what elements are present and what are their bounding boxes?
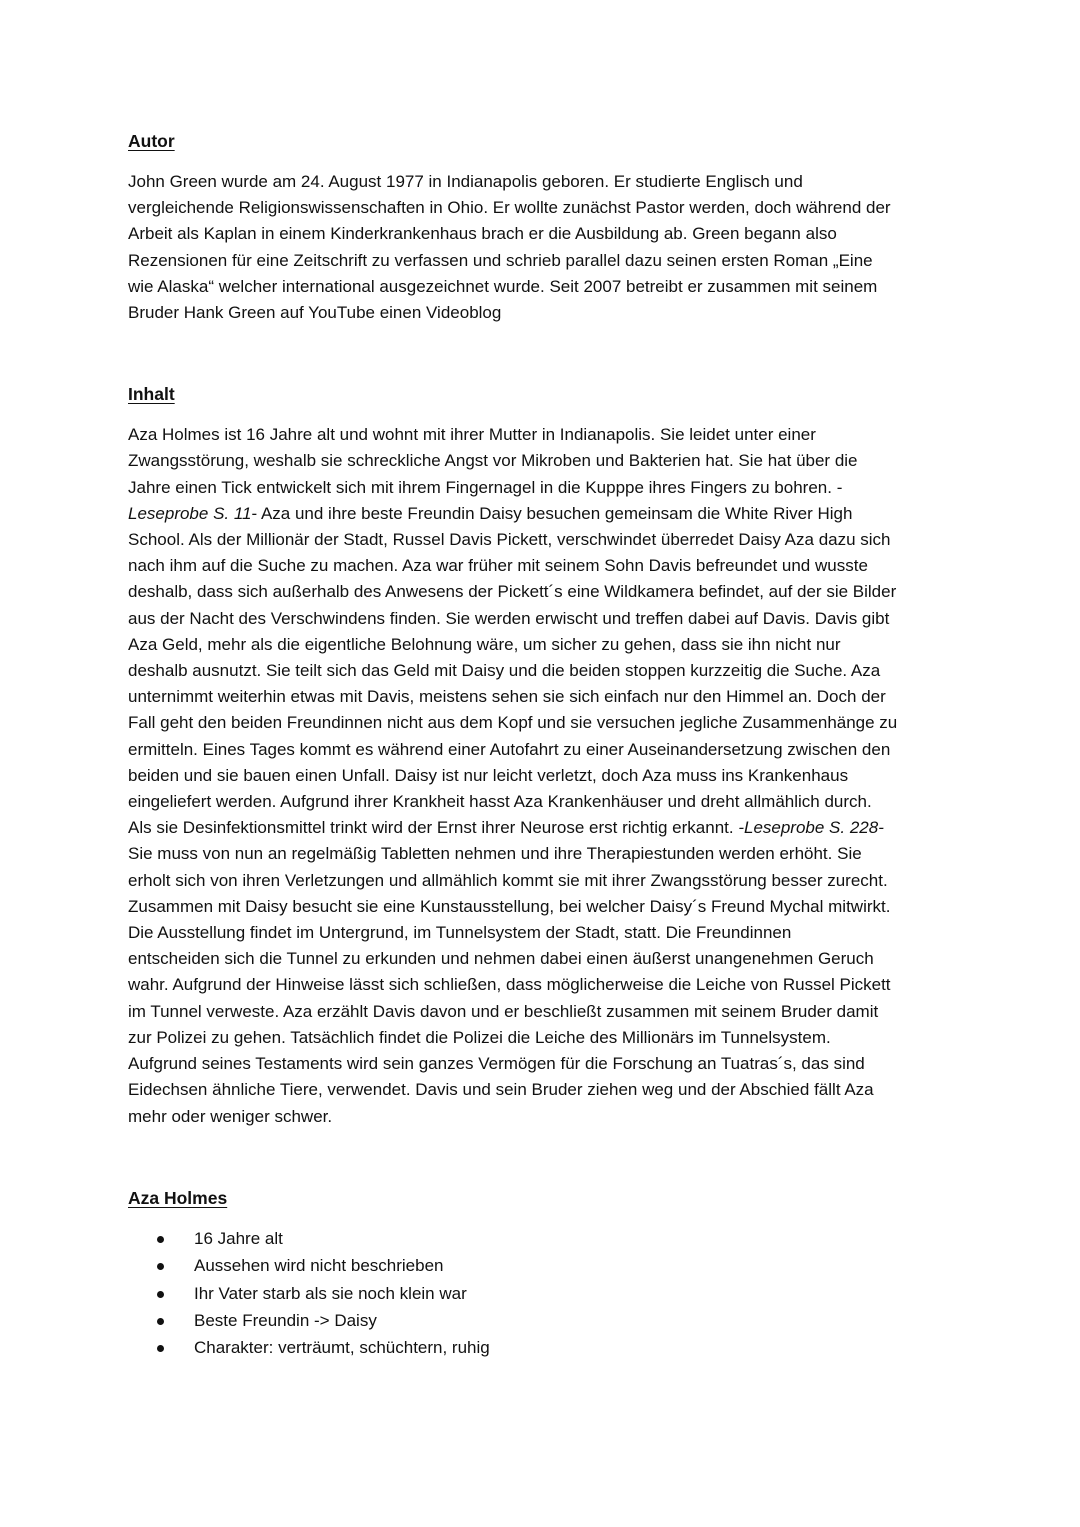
bullet-icon	[157, 1318, 164, 1325]
list-item	[128, 1280, 958, 1307]
text-line: Zusammen mit Daisy besucht sie eine Kunstausstellung, bei welcher Daisy´s Freund Mychal mitwirkt.	[128, 896, 891, 916]
list-item	[128, 1225, 958, 1252]
text-line: wie Alaska“ welcher international ausgezeichnet wurde. Seit 2007 betreibt er zusammen mit seinem	[128, 276, 878, 296]
text-line: Arbeit als Kaplan in einem Kinderkrankenhaus brach er die Ausbildung ab. Green begann also	[128, 224, 837, 244]
bullet-icon	[157, 1291, 164, 1298]
autor-paragraph	[128, 169, 958, 326]
list-item-text: Beste Freundin -> Daisy	[194, 1310, 377, 1330]
text-line: Aza Geld, mehr als die eigentliche Belohnung wäre, um sicher zu gehen, dass sie ihn nicht nur	[128, 634, 841, 654]
text-line: Rezensionen für eine Zeitschrift zu verfassen und schrieb parallel dazu seinen ersten Roman „Eine	[128, 250, 873, 270]
text-line	[128, 501, 958, 527]
list-item	[128, 1334, 958, 1361]
text-line: Zwangsstörung, weshalb sie schreckliche Angst vor Mikroben und Bakterien hat. Sie hat über die	[128, 451, 858, 471]
section-autor	[128, 128, 958, 326]
list-item-text: Charakter: verträumt, schüchtern, ruhig	[194, 1338, 490, 1358]
section-inhalt	[128, 381, 958, 1129]
text-line: vergleichende Religionswissenschaften in Ohio. Er wollte zunächst Pastor werden, doch während der	[128, 198, 891, 218]
text-line: beiden und sie bauen einen Unfall. Daisy ist nur leicht verletzt, doch Aza muss ins Krankenhaus	[128, 765, 849, 785]
text-line: mehr oder weniger schwer.	[128, 1106, 333, 1126]
list-item-text: 16 Jahre alt	[194, 1228, 283, 1248]
heading-inhalt: Inhalt	[128, 384, 175, 405]
list-item-text: Ihr Vater starb als sie noch klein war	[194, 1283, 467, 1303]
text-line: nach ihm auf die Suche zu machen. Aza war früher mit seinem Sohn Davis befreundet und wusste	[128, 556, 868, 576]
text-line: im Tunnel verweste. Aza erzählt Davis davon und er beschließt zusammen mit seinem Bruder damit	[128, 1001, 879, 1021]
text-fragment: - Aza und ihre beste Freundin Daisy besuchen gemeinsam die White River High	[251, 503, 853, 523]
text-line: School. Als der Millionär der Stadt, Russel Davis Pickett, verschwindet überredet Daisy Aza dazu sich	[128, 530, 891, 550]
list-item	[128, 1252, 958, 1279]
text-line: Fall geht den beiden Freundinnen nicht aus dem Kopf und sie versuchen jegliche Zusammenhänge zu	[128, 713, 898, 733]
text-line: John Green wurde am 24. August 1977 in Indianapolis geboren. Er studierte Englisch und	[128, 172, 803, 191]
bullet-icon	[157, 1263, 164, 1270]
text-line: ermitteln. Eines Tages kommt es während einer Autofahrt zu einer Auseinandersetzung zwischen den	[128, 739, 891, 759]
text-line: aus der Nacht des Verschwindens finden. Sie werden erwischt und treffen dabei auf Davis. Davis gibt	[128, 608, 890, 628]
leseprobe-reference: Leseprobe S. 11	[128, 503, 252, 523]
text-line: wahr. Aufgrund der Hinweise lässt sich schließen, dass möglicherweise die Leiche von Russel Pickett	[128, 975, 891, 995]
text-line: Sie muss von nun an regelmäßig Tabletten nehmen und ihre Therapiestunden werden erhöht. Sie	[128, 844, 862, 864]
text-line: deshalb, dass sich außerhalb des Anwesens der Pickett´s eine Wildkamera befindet, auf der sie Bilder	[128, 582, 897, 602]
text-line: Bruder Hank Green auf YouTube einen Videoblog	[128, 303, 502, 323]
text-line: Aufgrund seines Testaments wird sein ganzes Vermögen für die Forschung an Tuatras´s, das sind	[128, 1054, 865, 1074]
text-line: Aza Holmes ist 16 Jahre alt und wohnt mit ihrer Mutter in Indianapolis. Sie leidet unter einer	[128, 425, 816, 445]
text-line: Die Ausstellung findet im Untergrund, im Tunnelsystem der Stadt, statt. Die Freundinnen	[128, 923, 792, 943]
heading-autor: Autor	[128, 131, 175, 151]
section-aza-holmes	[128, 1185, 958, 1362]
document-page	[128, 128, 958, 1362]
text-line: erholt sich von ihren Verletzungen und allmählich kommt sie mit ihrer Zwangsstörung besser zurecht.	[128, 870, 888, 890]
text-fragment: Als sie Desinfektionsmittel trinkt wird der Ernst ihrer Neurose erst richtig erkannt.	[128, 818, 739, 838]
bullet-icon	[157, 1236, 164, 1243]
text-line: Jahre einen Tick entwickelt sich mit ihrem Fingernagel in die Kupppe ihres Fingers zu bohren. -	[128, 477, 843, 497]
text-line: deshalb ausnutzt. Sie teilt sich das Geld mit Daisy und die beiden stoppen kurzzeitig die Suche. Aza	[128, 661, 881, 681]
inhalt-paragraph	[128, 422, 958, 1129]
heading-aza-holmes: Aza Holmes	[128, 1187, 228, 1208]
text-line: unternimmt weiterhin etwas mit Davis, meistens sehen sie sich einfach nur den Himmel an. Doch der	[128, 687, 886, 707]
leseprobe-reference: -Leseprobe S. 228-	[738, 818, 884, 838]
text-line: Eidechsen ähnliche Tiere, verwendet. Davis und sein Bruder ziehen weg und der Abschied fällt Aza	[128, 1080, 874, 1100]
text-line: zur Polizei zu gehen. Tatsächlich findet die Polizei die Leiche des Millionärs im Tunnelsystem.	[128, 1027, 831, 1047]
text-line: entscheiden sich die Tunnel zu erkunden und nehmen dabei einen äußerst unangenehmen Geruch	[128, 949, 874, 969]
text-line	[128, 815, 958, 841]
text-line: eingeliefert werden. Aufgrund ihrer Krankheit hasst Aza Krankenhäuser und dreht allmählich durch.	[128, 792, 872, 812]
bullet-list	[128, 1225, 958, 1362]
list-item	[128, 1307, 958, 1334]
bullet-icon	[157, 1345, 164, 1352]
list-item-text: Aussehen wird nicht beschrieben	[194, 1256, 444, 1276]
